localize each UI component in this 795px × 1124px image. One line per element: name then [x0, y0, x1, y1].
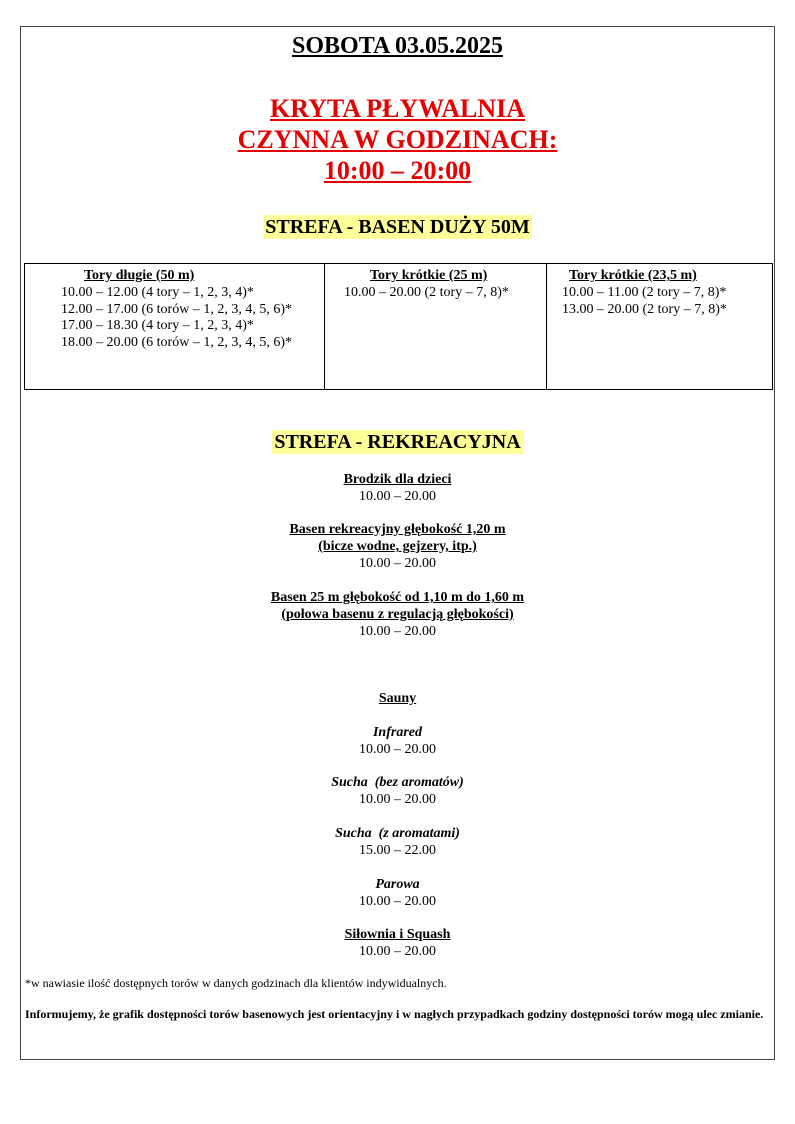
lanes-column-header: Tory długie (50 m): [84, 268, 195, 283]
footnote: *w nawiasie ilość dostępnych torów w danych godzinach dla klientów indywidualnych.: [25, 976, 447, 990]
lanes-column-header: Tory krótkie (23,5 m): [569, 268, 697, 283]
lanes-row: 10.00 – 20.00 (2 tory – 7, 8)*: [344, 285, 509, 300]
gym-title: Siłownia i Squash: [344, 927, 451, 942]
pool-opening-hours: 10:00 – 20:00: [323, 156, 472, 185]
zone-recreation-heading: STREFA - REKREACYJNA: [274, 431, 521, 453]
zone-big-pool-heading: STREFA - BASEN DUŻY 50M: [265, 216, 530, 238]
lanes-row: 18.00 – 20.00 (6 torów – 1, 2, 3, 4, 5, 6)*: [61, 334, 292, 350]
gym-squash: [0, 926, 795, 960]
sauna-item-infrared: [0, 724, 795, 758]
saunas-heading-wrap: [0, 690, 795, 707]
zone-big-pool-heading-wrap: [0, 215, 795, 239]
availability-notice: Informujemy, że grafik dostępności torów basenowych jest orientacyjny i w nagłych przypadkach godziny dostępności torów mogą ulec zmianie.: [25, 1007, 764, 1021]
lanes-row: 13.00 – 20.00 (2 tory – 7, 8)*: [562, 301, 727, 317]
lanes-row: 17.00 – 18.30 (4 tory – 1, 2, 3, 4)*: [61, 318, 254, 333]
recreation-item-hours: 10.00 – 20.00: [359, 489, 436, 504]
lanes-table: [24, 263, 773, 390]
saunas-heading: Sauny: [378, 691, 417, 706]
lanes-row: 12.00 – 17.00 (6 torów – 1, 2, 3, 4, 5, 6)*: [61, 301, 292, 317]
recreation-item-leisure-pool: [0, 521, 795, 572]
sauna-item-dry-aroma: [0, 825, 795, 859]
recreation-item-25m-pool: [0, 589, 795, 640]
pool-heading-line1: KRYTA PŁYWALNIA: [269, 94, 526, 123]
sauna-item-hours: 10.00 – 20.00: [359, 792, 436, 807]
lanes-row: 10.00 – 11.00 (2 tory – 7, 8)*: [562, 285, 727, 300]
sauna-item-name: Sucha (z aromatami): [335, 826, 460, 841]
lanes-column-short-25: [325, 264, 547, 389]
sauna-item-name: Sucha (bez aromatów): [331, 775, 464, 790]
lanes-column-header: Tory krótkie (25 m): [370, 268, 488, 283]
sauna-item-hours: 15.00 – 22.00: [359, 843, 436, 858]
sauna-item-hours: 10.00 – 20.00: [359, 742, 436, 757]
zone-recreation-heading-wrap: [0, 430, 795, 454]
sauna-item-name: Parowa: [375, 877, 420, 892]
recreation-item-title: Basen 25 m głębokość od 1,10 m do 1,60 m: [270, 590, 525, 605]
recreation-item-hours: 10.00 – 20.00: [359, 624, 436, 639]
lanes-column-long: [25, 264, 325, 389]
page-title: SOBOTA 03.05.2025: [292, 33, 503, 59]
sauna-item-dry-plain: [0, 774, 795, 808]
recreation-item-hours: 10.00 – 20.00: [359, 556, 436, 571]
sauna-item-hours: 10.00 – 20.00: [359, 894, 436, 909]
lanes-column-short-23-5: [547, 264, 772, 389]
recreation-item-title: Basen rekreacyjny głębokość 1,20 m: [289, 522, 506, 537]
recreation-item-kids-pool: [0, 471, 795, 505]
pool-heading-line2: CZYNNA W GODZINACH:: [237, 125, 558, 154]
recreation-item-title: Brodzik dla dzieci: [343, 472, 452, 487]
gym-hours: 10.00 – 20.00: [359, 944, 436, 959]
recreation-item-subtitle: (bicze wodne, gejzery, itp.): [318, 539, 477, 554]
sauna-item-name: Infrared: [372, 725, 422, 740]
sauna-item-steam: [0, 876, 795, 910]
recreation-item-subtitle: (połowa basenu z regulacją głębokości): [281, 607, 514, 622]
lanes-row: 10.00 – 12.00 (4 tory – 1, 2, 3, 4)*: [61, 285, 254, 300]
